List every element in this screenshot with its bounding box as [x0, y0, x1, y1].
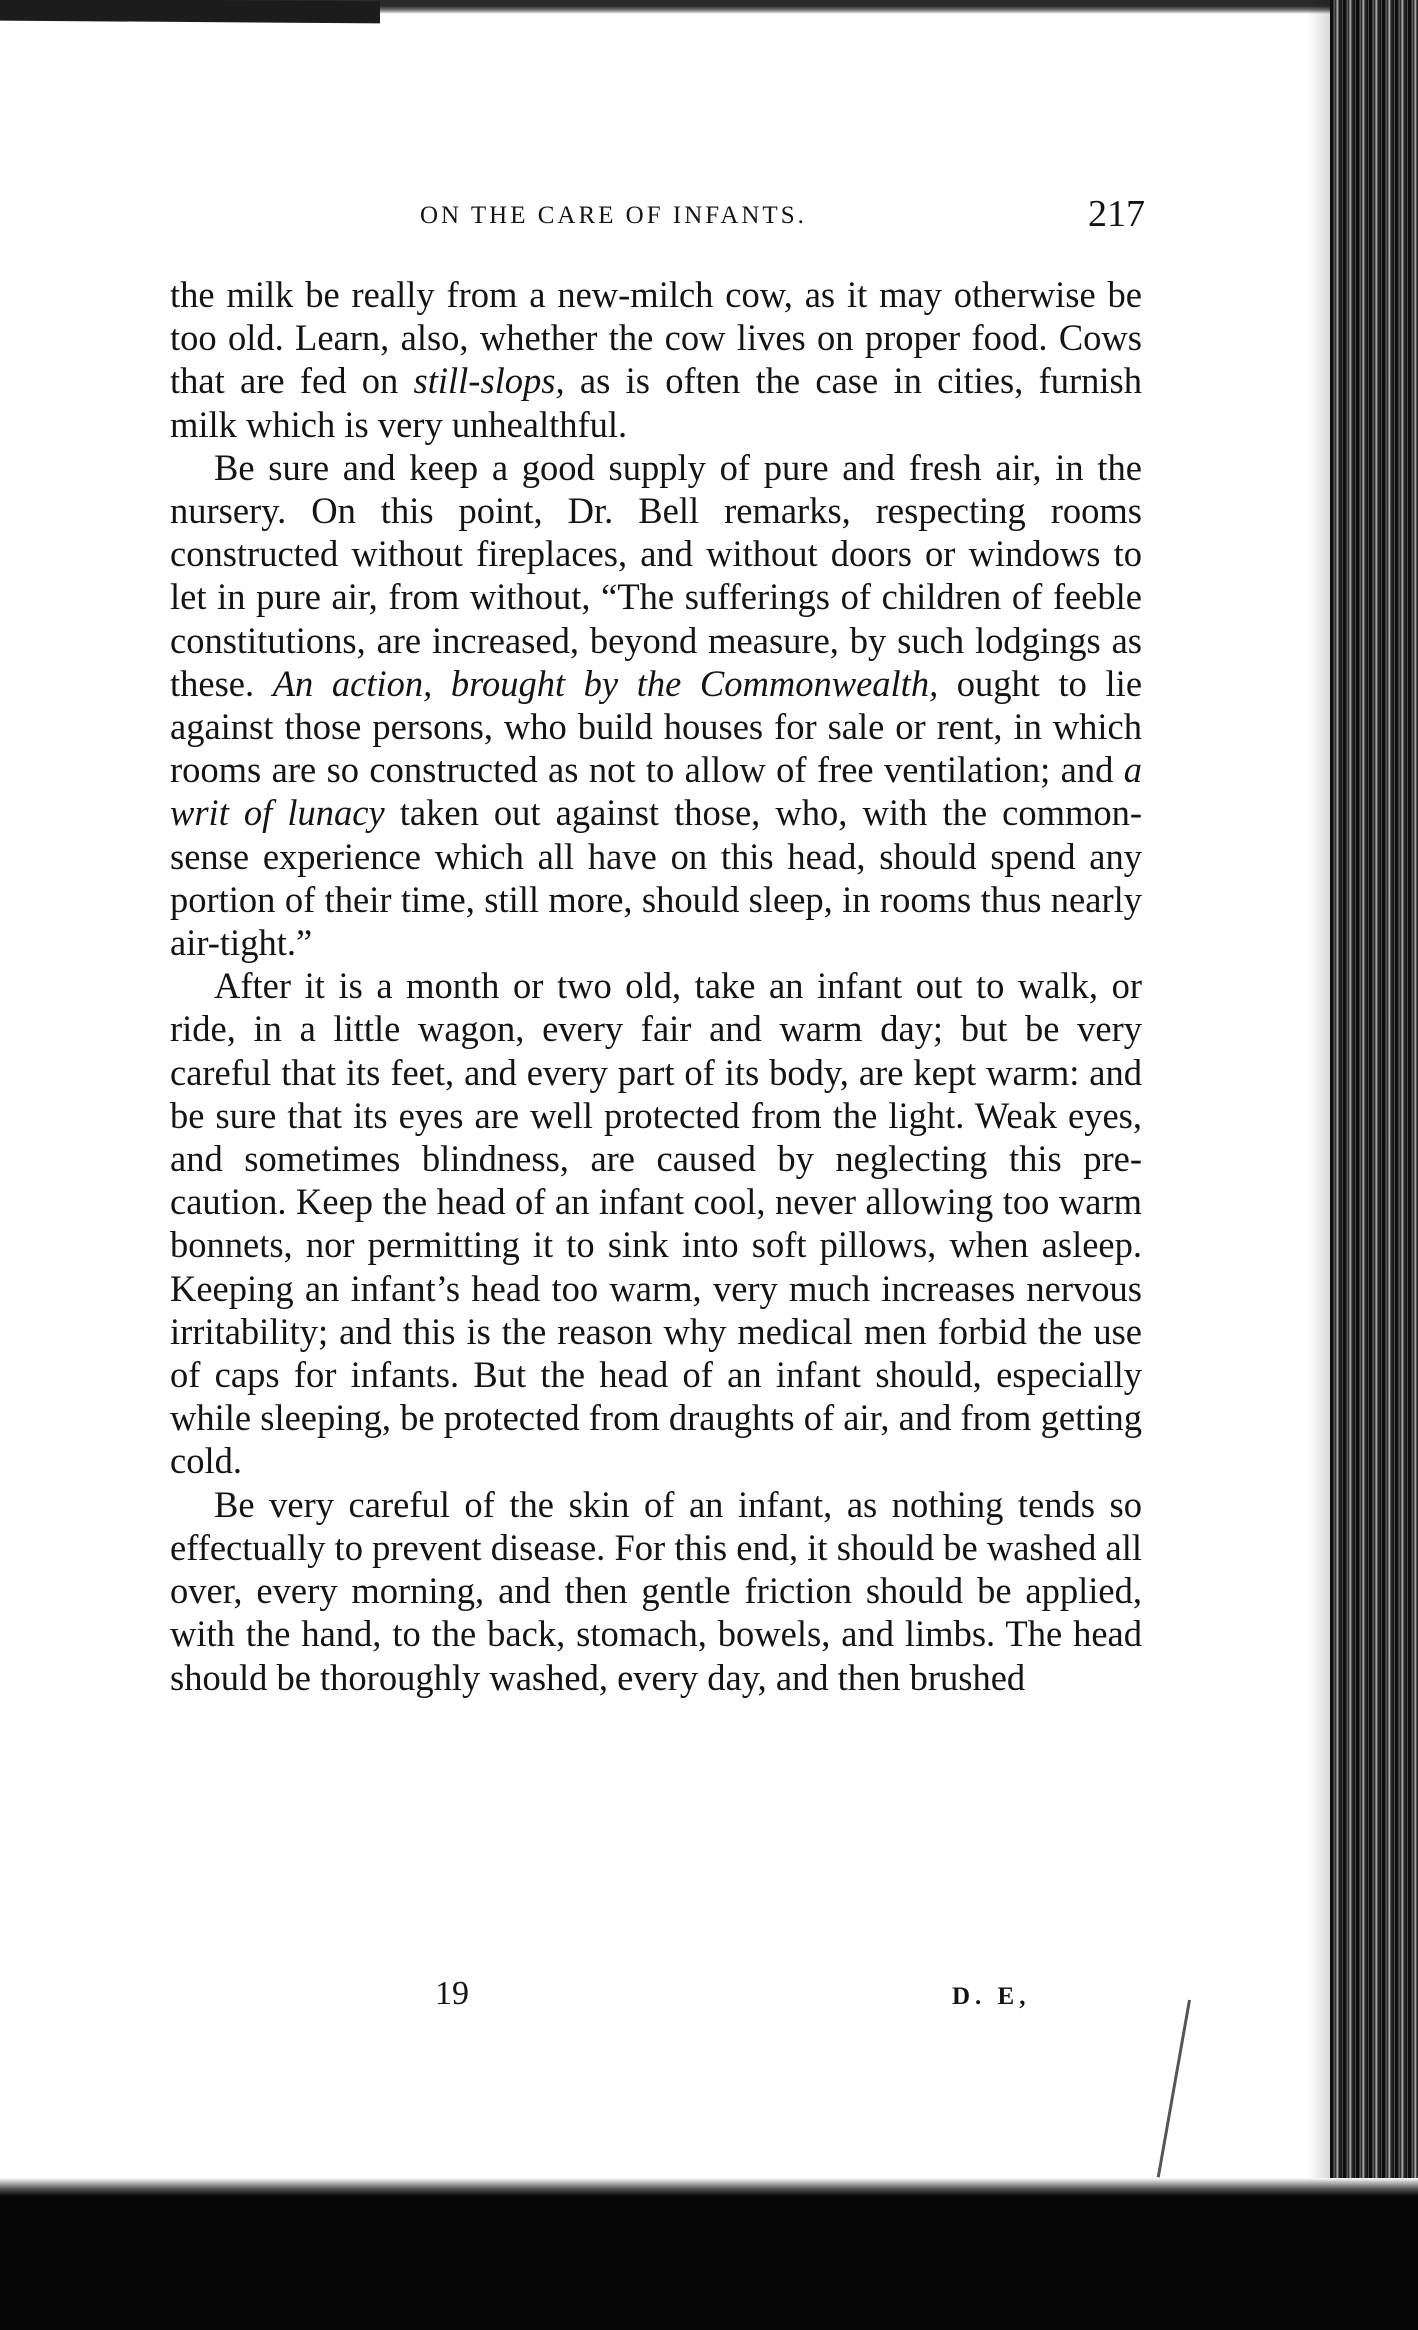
paragraph: [170, 1483, 1142, 1699]
page-top-edge-shadow: [0, 0, 1418, 14]
running-head: ON THE CARE OF INFANTS.: [420, 202, 807, 229]
italic-text: An action, brought by the Commonwealth,: [272, 662, 939, 704]
text-run: taken out against those, who, with the common-sense experience which all have on this head, should spend any portion of their time, still more, should sleep, in rooms thus nearly air-tight.”: [170, 792, 1143, 964]
text-run: the milk be really from a new-milch cow, as it may otherwise be too old. Learn, also, whether the cow lives on proper food. Cows that are fed on: [170, 274, 1142, 402]
signature-number: 19: [435, 1975, 469, 2012]
italic-text: a writ of lunacy: [170, 749, 1142, 834]
page-header: [170, 192, 1145, 242]
page-footer: [170, 1975, 1142, 2025]
body-text: [170, 273, 1142, 1699]
text-run: After it is a month or two old, take an infant out to walk, or ride, in a little wagon, every fair and warm day; but be very careful that its feet, and every part of its body, are kept warm: and be sure that its eyes are well protected from the light. Weak eyes, and sometimes blindness, are caused by neglecting this precaution. Keep the head of an infant cool, never allowing too warm bonnets, nor permitting it to sink into soft pillows, when asleep. Keeping an infant’s head too warm, very much increases nervous irritability; and this is the reason why medical men forbid the use of caps for infants. But the head of an infant should, especially while sleeping, be protected from draughts of air, and from getting cold.: [170, 965, 1142, 1482]
paragraph: [170, 446, 1142, 964]
paragraph: [170, 964, 1142, 1482]
page-bottom-edge-shadow: [0, 2188, 1418, 2330]
text-run: as is often the case in cities, furnish milk which is very unhealthful.: [170, 360, 1142, 445]
paragraph: [170, 273, 1142, 446]
text-run: Be sure and keep a good supply of pure and fresh air, in the nursery. On this point, Dr. Bell remarks, respecting rooms constructed without fireplaces, and without doors or windows to let in pure air, from without, “The sufferings of children of feeble constitutions, are increased, beyond measure, by such lodgings as these.: [170, 446, 1142, 704]
margin-pencil-mark: [1157, 2000, 1191, 2178]
page-number: 217: [1088, 193, 1145, 235]
text-run: ought to lie against those persons, who build houses for sale or rent, in which rooms are so constructed as not to allow of free ventilation; and: [170, 662, 1143, 791]
italic-text: still-slops,: [413, 360, 565, 402]
signature-mark: D. E,: [952, 1983, 1031, 2010]
text-run: Be very careful of the skin of an infant, as nothing tends so effectually to prevent disease. For this end, it should be washed all over, every morning, and then gentle friction should be applied, with the hand, to the back, stomach, bowels, and limbs. The head should be thoroughly washed, every day, and then brushed: [170, 1483, 1142, 1698]
book-spine-gutter: [1330, 0, 1418, 2330]
